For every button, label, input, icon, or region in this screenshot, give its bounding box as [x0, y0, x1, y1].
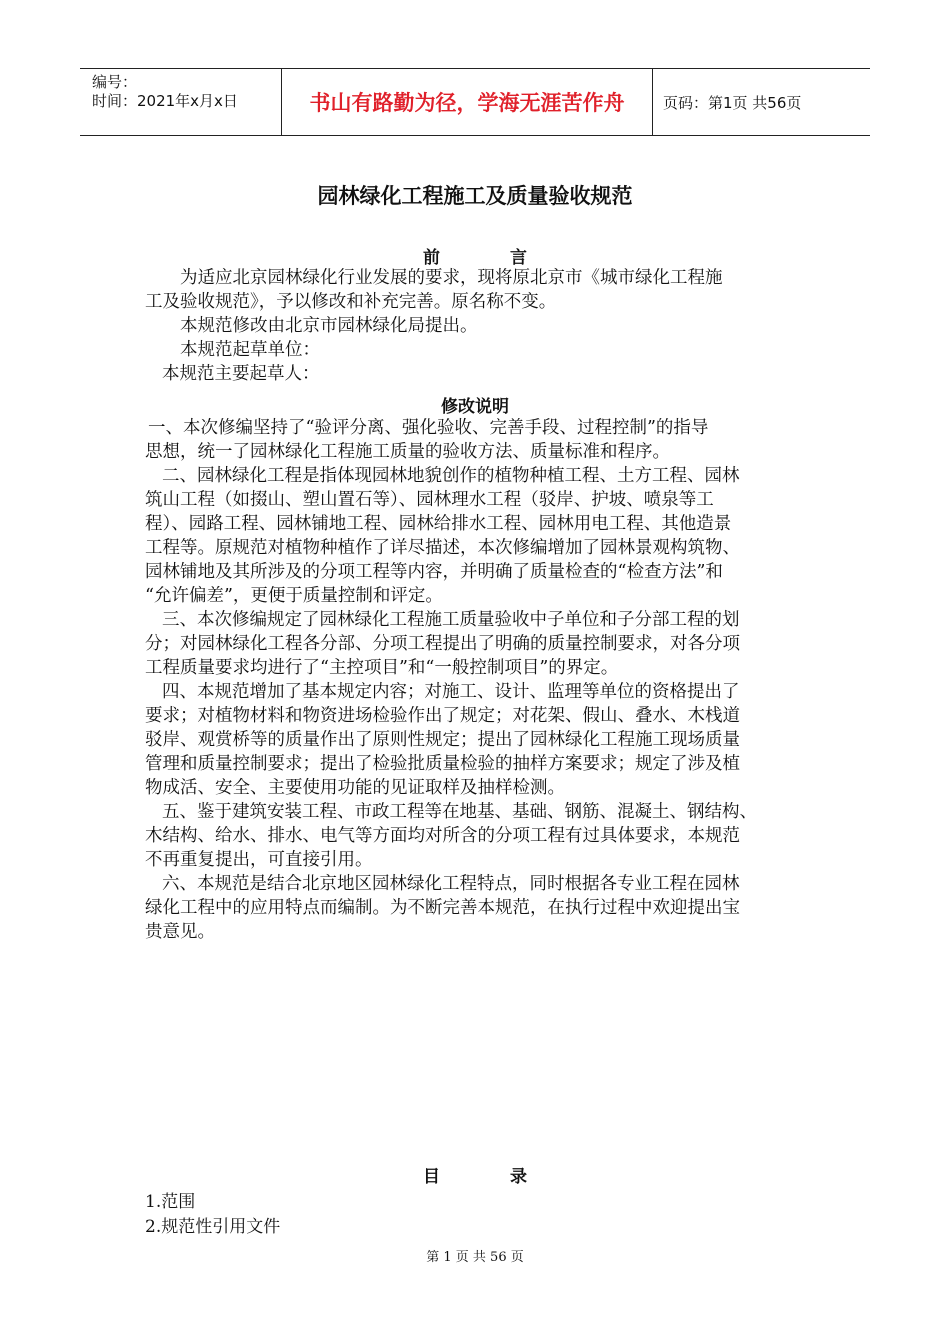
preface-line: 工及验收规范》，予以修改和补充完善。原名称不变。 [145, 292, 557, 312]
preface-line: 为适应北京园林绿化行业发展的要求，现将原北京市《城市绿化工程施 [180, 268, 723, 288]
revision-heading: 修改说明 [441, 397, 509, 417]
revision-line: 一、本次修编坚持了“验评分离、强化验收、完善手段、过程控制”的指导 [148, 418, 709, 438]
revision-line: 程）、园路工程、园林铺地工程、园林给排水工程、园林用电工程、其他造景 [145, 514, 732, 534]
preface-line: 本规范起草单位： [180, 340, 320, 360]
revision-line: 绿化工程中的应用特点而编制。为不断完善本规范，在执行过程中欢迎提出宝 [145, 898, 740, 918]
preface-heading-a: 前 [423, 248, 440, 268]
revision-line: 三、本次修编规定了园林绿化工程施工质量验收中子单位和子分部工程的划 [162, 610, 740, 630]
revision-line: “允许偏差”，更便于质量控制和评定。 [145, 586, 443, 606]
toc-heading [0, 1162, 950, 1187]
preface-line: 本规范修改由北京市园林绿化局提出。 [180, 316, 478, 336]
revision-line: 驳岸、观赏桥等的质量作出了原则性规定；提出了园林绿化工程施工现场质量 [145, 730, 740, 750]
toc-heading-a: 目 [423, 1167, 440, 1187]
revision-line: 园林铺地及其所涉及的分项工程等内容，并明确了质量检查的“检查方法”和 [145, 562, 723, 582]
revision-line: 分；对园林绿化工程各分部、分项工程提出了明确的质量控制要求，对各分项 [145, 634, 740, 654]
revision-body [145, 416, 810, 944]
toc-item: 1.范围 [145, 1192, 196, 1212]
revision-line: 六、本规范是结合北京地区园林绿化工程特点，同时根据各专业工程在园林 [162, 874, 740, 894]
toc-heading-b: 录 [510, 1167, 527, 1187]
revision-line: 二、园林绿化工程是指体现园林地貌创作的植物种植工程、土方工程、园林 [162, 466, 740, 486]
doc-number-label: 编号： [92, 73, 138, 91]
revision-line: 贵意见。 [145, 922, 215, 942]
revision-line: 思想，统一了园林绿化工程施工质量的验收方法、质量标准和程序。 [145, 442, 670, 462]
header-motto-cell [281, 69, 653, 135]
revision-line: 不再重复提出，可直接引用。 [145, 850, 373, 870]
doc-time-label: 时间：2021年x月x日 [92, 92, 238, 110]
preface-body [145, 266, 810, 386]
revision-line: 要求；对植物材料和物资进场检验作出了规定；对花架、假山、叠水、木栈道 [145, 706, 740, 726]
header-motto: 书山有路勤为径，学海无涯苦作舟 [309, 91, 625, 115]
preface-heading-b: 言 [510, 248, 527, 268]
page-title: 园林绿化工程施工及质量验收规范 [317, 184, 633, 208]
document-header [80, 68, 870, 136]
revision-line: 工程质量要求均进行了“主控项目”和“一般控制项目”的界定。 [145, 658, 619, 678]
revision-line: 五、鉴于建筑安装工程、市政工程等在地基、基础、钢筋、混凝土、钢结构、 [162, 802, 757, 822]
preface-heading [0, 243, 950, 268]
revision-line: 管理和质量控制要求；提出了检验批质量检验的抽样方案要求；规定了涉及植 [145, 754, 740, 774]
preface-line: 本规范主要起草人： [162, 364, 320, 384]
header-page-info: 页码：第1页 共56页 [663, 93, 802, 112]
revision-line: 木结构、给水、排水、电气等方面均对所含的分项工程有过具体要求，本规范 [145, 826, 740, 846]
header-meta [80, 69, 281, 135]
revision-line: 四、本规范增加了基本规定内容；对施工、设计、监理等单位的资格提出了 [162, 682, 740, 702]
page-footer: 第 1 页 共 56 页 [426, 1250, 524, 1265]
revision-line: 物成活、安全、主要使用功能的见证取样及抽样检测。 [145, 778, 565, 798]
revision-line: 筑山工程（如掇山、塑山置石等）、园林理水工程（驳岸、护坡、喷泉等工 [145, 490, 714, 510]
revision-line: 工程等。原规范对植物种植作了详尽描述，本次修编增加了园林景观构筑物、 [145, 538, 740, 558]
toc-item: 2.规范性引用文件 [145, 1217, 281, 1237]
